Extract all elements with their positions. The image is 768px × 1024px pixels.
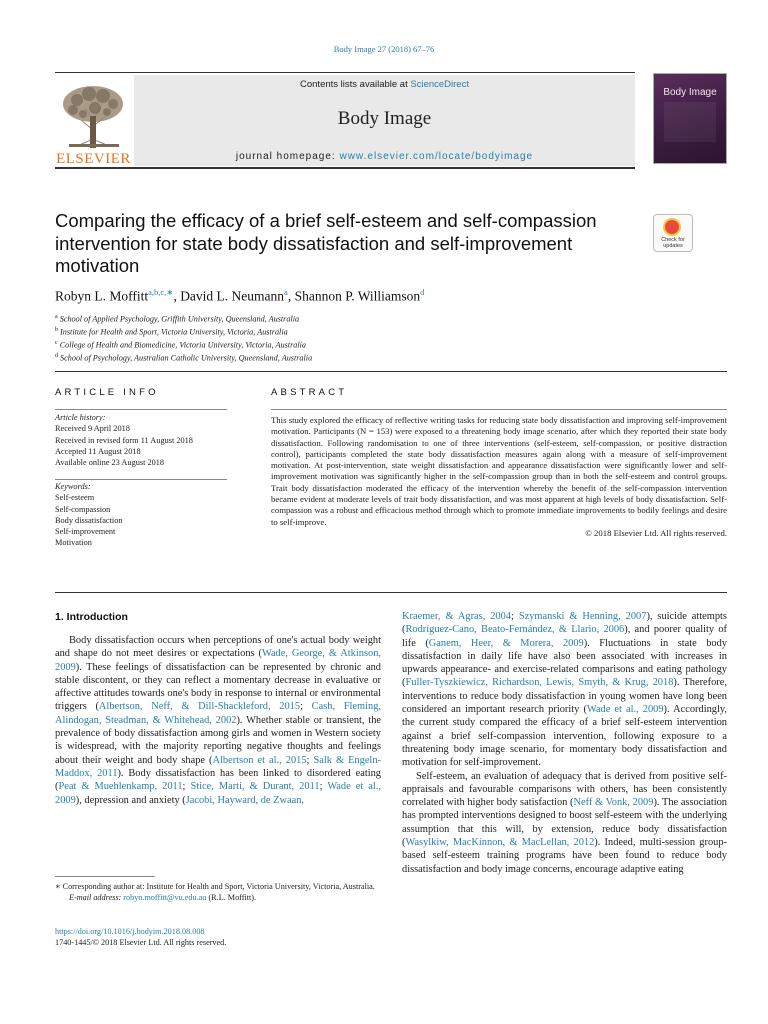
- citation-link[interactable]: Jacobi, Hayward, de Zwaan,: [185, 794, 305, 806]
- sciencedirect-link[interactable]: ScienceDirect: [410, 79, 469, 90]
- journal-title: Body Image: [337, 108, 432, 129]
- paragraph-text: Body dissatisfaction occurs when perceptions of one's actual body weight and shape do not meet desires or expectations (: [55, 635, 381, 660]
- keyword: Self-esteem: [55, 493, 95, 503]
- issn-copyright: 1740-1445/© 2018 Elsevier Ltd. All rights reserved.: [55, 938, 227, 948]
- citation-link[interactable]: Peat & Muehlenkamp, 2011: [58, 781, 183, 793]
- paragraph-text: ). Therefore, interventions to reduce body dissatisfaction in young women have long been considered an important research priority (: [402, 677, 727, 716]
- intro-paragraph: [55, 634, 381, 807]
- history-item: Received 9 April 2018: [55, 424, 130, 434]
- header-top-rule: [55, 72, 635, 73]
- author-name[interactable]: Robyn L. Moffitt: [55, 288, 149, 304]
- citation-link[interactable]: Albertson, Neff, & Dill-Shackleford, 2015: [98, 701, 301, 713]
- doi-block: [55, 926, 226, 949]
- paragraph-text: ;: [306, 754, 314, 766]
- affiliation: $^d$ School of Psychology, Australian Catholic University, Queensland, Australia: [55, 353, 313, 363]
- paragraph-text: ). Indeed, multi-session group-based self-esteem training programs have been found to reduce body dissatisfaction and body image concerns, encourage adaptive eating: [402, 837, 727, 875]
- elsevier-logo-text: ELSEVIER: [56, 151, 131, 167]
- keyword: Motivation: [55, 538, 92, 548]
- abstract-rule: [271, 409, 727, 410]
- citation-link[interactable]: Szymanski & Henning, 2007: [518, 611, 647, 622]
- homepage-link[interactable]: www.elsevier.com/locate/bodyimage: [339, 151, 534, 162]
- abstract-body: [271, 415, 727, 539]
- author-affiliation-marks: a: [284, 287, 288, 297]
- contents-line: [134, 79, 635, 90]
- history-item: Available online 23 August 2018: [55, 458, 165, 468]
- history-item: Received in revised form 11 August 2018: [55, 435, 193, 445]
- keyword: Body dissatisfaction: [55, 515, 123, 525]
- body-column-right: [402, 610, 727, 876]
- paragraph-text: ). Body dissatisfaction has been linked to disordered eating (: [55, 767, 381, 793]
- elsevier-tree-icon: [55, 80, 132, 150]
- citation-link[interactable]: Ganem, Heer, & Morera, 2009: [428, 637, 584, 649]
- journal-homepage: [134, 151, 635, 162]
- email-label: E-mail address:: [69, 893, 124, 903]
- doi-link[interactable]: https://doi.org/10.1016/j.bodyim.2018.08.008: [55, 927, 205, 936]
- author-name[interactable]: Shannon P. Williamson: [294, 288, 421, 304]
- citation-link[interactable]: Rodríguez-Cano, Beato-Fernández, & Llario, 2006: [405, 624, 625, 636]
- abstract-text: This study explored the efficacy of reflective writing tasks for reducing state body dissatisfaction and improving self-improvement motivation. Participants (N = 153) were exposed to a threatening body image scenario, after which they reported their state body dissatisfaction. Following randomisation to one of three interventions (self-esteem, self-compassion, or positive distraction control), participants completed the state body dissatisfaction measures again along with a measure of self-improvement motivation. At post-intervention, state weight dissatisfaction and appearance dissatisfaction were significantly lower and self-improvement motivation was significantly higher in the self-compassion group than in both the self-esteem and control groups. Trait body dissatisfaction moderated the efficacy of the intervention whereby the benefit of the self-compassion intervention became evident at moderate levels of trait body dissatisfaction, and was most apparent at high levels of body dissatisfaction. Self-compassion was a robust and efficacious method through which to promote immediate improvements to bodily feelings and desire to self-improve.: [271, 415, 727, 527]
- title-block-rule: [55, 371, 727, 372]
- paragraph-text: ;: [511, 611, 519, 622]
- keywords-rule: [55, 479, 227, 480]
- email-line: [55, 892, 381, 903]
- corresponding-author: ∗ Corresponding author at: Institute for Health and Sport, Victoria University, Victoria, Australia.: [55, 882, 375, 891]
- email-suffix: (R.L. Moffitt).: [206, 893, 257, 903]
- elsevier-tree-logo: [55, 80, 132, 150]
- article-info-heading: ARTICLE INFO: [55, 387, 159, 398]
- article-history: [55, 412, 227, 468]
- paragraph-text: ). These feelings of dissatisfaction can be represented by chronic and stable discontent, or they can reflect a momentary decrease in evaluative or affective attitudes towards one's body in response to internal or environmental triggers (: [55, 661, 381, 713]
- corresponding-author-footnote: [55, 881, 381, 904]
- footnote-rule: [55, 876, 155, 877]
- affiliations: [55, 312, 312, 364]
- front-matter-rule: [55, 592, 727, 593]
- section-heading-introduction: 1. Introduction: [55, 611, 128, 623]
- paragraph-text: ;: [319, 781, 328, 793]
- author-name[interactable]: David L. Neumann: [180, 288, 285, 304]
- keywords-label: Keywords:: [55, 482, 91, 491]
- citation-link[interactable]: Salk & Engeln-Maddox, 2011: [55, 754, 381, 779]
- contents-prefix: Contents lists available at: [300, 79, 411, 90]
- body-column-left: [55, 634, 381, 807]
- paragraph-text: ). The association has prompted interventions designed to boost self-esteem with the underlying assumption that this will, by extension, reduce body dissatisfaction (: [402, 797, 727, 849]
- paragraph-text: ), and poorer quality of life (: [402, 624, 727, 649]
- abstract-copyright: © 2018 Elsevier Ltd. All rights reserved.: [585, 527, 727, 538]
- history-label: Article history:: [55, 413, 106, 422]
- citation-link[interactable]: Fuller-Tyszkiewicz, Richardson, Lewis, Smyth, & Krug, 2018: [405, 677, 674, 689]
- affiliation: $^c$ College of Health and Biomedicine, Victoria University, Victoria, Australia: [55, 340, 306, 350]
- abstract-heading: ABSTRACT: [271, 387, 348, 398]
- author-list: Robyn L. Moffitt$^{a,b,c,∗}$, David L. Neumann$^a$, Shannon P. Williamson$^d$: [55, 287, 425, 304]
- intro-paragraph: [402, 770, 727, 876]
- cover-title: Body Image: [663, 87, 717, 98]
- citation-link[interactable]: Albertson et al., 2015: [212, 754, 307, 766]
- citation-link[interactable]: Wade, George, & Atkinson, 2009: [55, 648, 381, 673]
- homepage-prefix: journal homepage:: [235, 151, 340, 162]
- affiliation: $^a$ School of Applied Psychology, Griffith University, Queensland, Australia: [55, 314, 300, 324]
- citation-link[interactable]: Wasylkiw, MacKinnon, & MacLellan, 2012: [405, 837, 595, 849]
- paragraph-text: ), depression and anxiety (: [75, 794, 186, 806]
- paragraph-text: ). Whether stable or transient, the prevalence of body dissatisfaction among girls and women in Western society is widespread, with the majority reporting negative thoughts and feelings about their weight and body shape (: [55, 714, 382, 766]
- paragraph-text: ), suicide attempts (: [402, 611, 727, 636]
- journal-reference[interactable]: Body Image 27 (2018) 67–76: [333, 44, 435, 54]
- author-affiliation-marks: d: [420, 287, 425, 297]
- author-affiliation-marks: a,b,c,∗: [148, 287, 174, 297]
- citation-link[interactable]: Stice, Marti, & Durant, 2011: [190, 781, 320, 793]
- citation-link[interactable]: Kraemer, & Agras, 2004: [402, 611, 511, 622]
- cover-artwork: [664, 102, 716, 142]
- citation-link[interactable]: Neff & Vonk, 2009: [573, 797, 654, 809]
- paragraph-text: Self-esteem, an evaluation of adequacy that is derived from positive self-appraisals and favourable comparisons with others, has been consistently correlated with higher body satisfaction (: [402, 770, 727, 809]
- paragraph-text: ;: [300, 701, 312, 713]
- history-item: Accepted 11 August 2018: [55, 446, 141, 456]
- intro-paragraph: [402, 610, 727, 770]
- paragraph-text: ). Accordingly, the current study compared the efficacy of a brief self-esteem intervention against a brief self-compassion intervention, following exposure to a threatening body image scenario, for momentary body dissatisfaction and motivation for self-improvement.: [402, 704, 727, 769]
- article-info-rule: [55, 409, 227, 410]
- crossmark-icon: [663, 218, 681, 236]
- affiliation: $^b$ Institute for Health and Sport, Victoria University, Victoria, Australia: [55, 327, 288, 337]
- citation-link[interactable]: Cash, Fleming, Alindogan, Steadman, & Whitehead, 2002: [55, 701, 381, 726]
- journal-cover-thumbnail[interactable]: [653, 73, 727, 164]
- paragraph-text: ;: [182, 781, 191, 793]
- keyword: Self-compassion: [55, 504, 111, 514]
- keywords: [55, 481, 227, 549]
- citation-link[interactable]: Wade et al., 2009: [55, 781, 381, 806]
- article-title: Comparing the efficacy of a brief self-esteem and self-compassion intervention for state body dissatisfaction and self-improvement motivation: [55, 210, 597, 276]
- keyword: Self-improvement: [55, 527, 116, 537]
- paragraph-text: ). Fluctuations in state body dissatisfaction in daily life have also been associated with increases in upwards appearance- and exercise-related comparisons and eating pathology (: [402, 637, 727, 689]
- citation-link[interactable]: Wade et al., 2009: [586, 704, 664, 716]
- header-bottom-rule: [55, 167, 635, 169]
- email-link[interactable]: robyn.moffitt@vu.edu.au: [123, 893, 207, 903]
- check-for-updates-badge[interactable]: [653, 214, 693, 252]
- check-for-updates-label: Check for updates: [661, 237, 685, 249]
